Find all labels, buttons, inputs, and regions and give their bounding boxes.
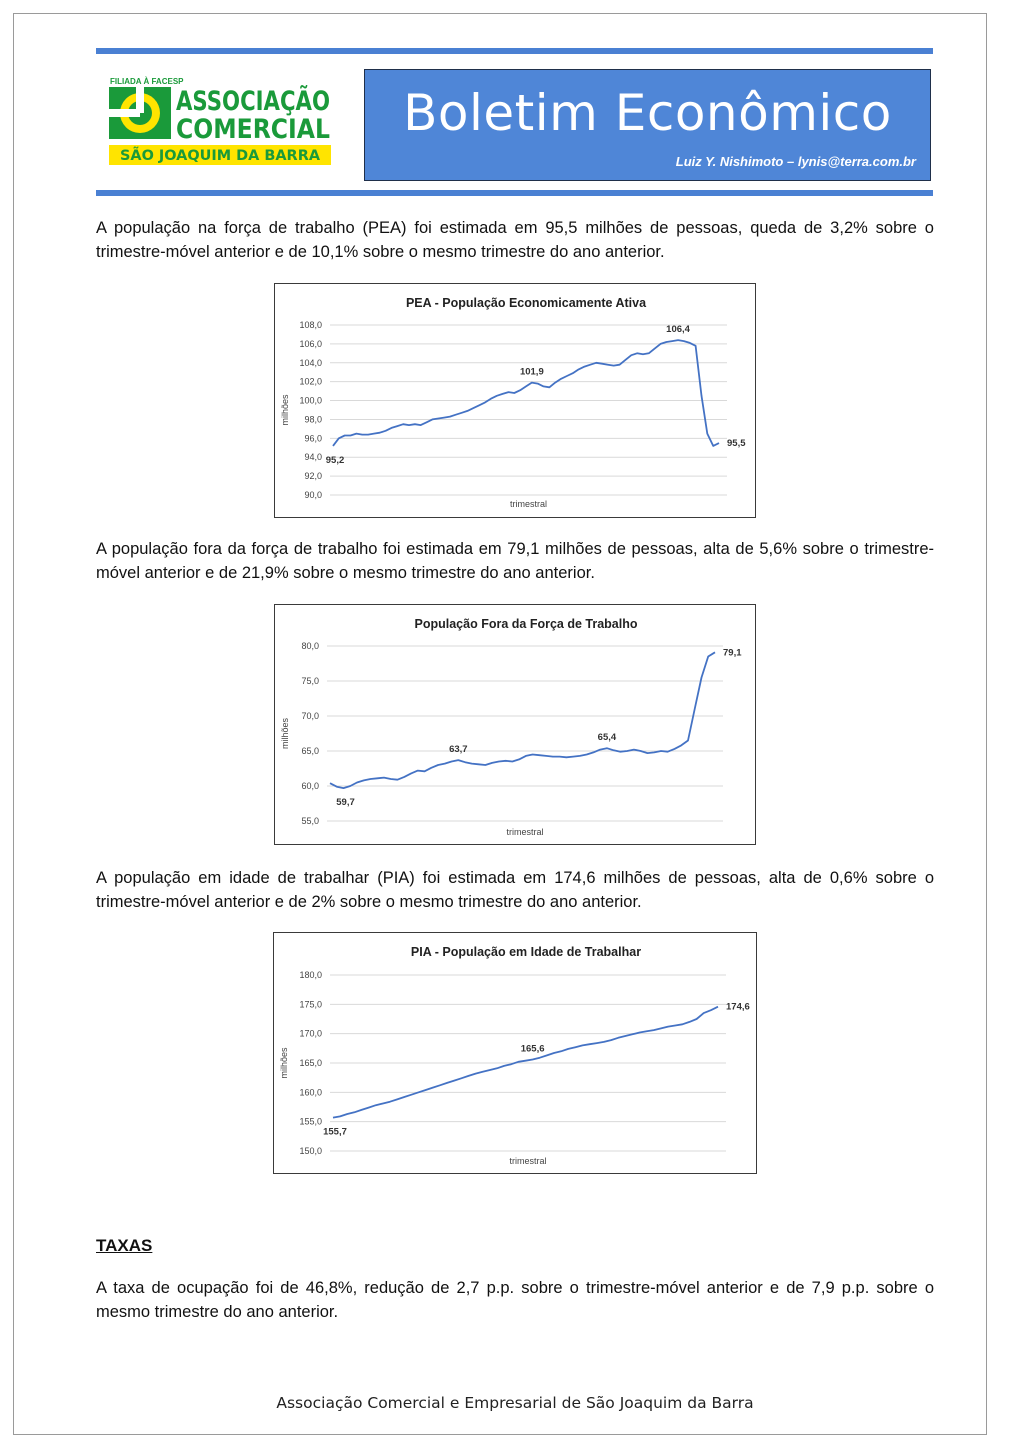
logo-line1: ASSOCIAÇÃO xyxy=(176,86,372,117)
data-label: 95,5 xyxy=(727,438,746,450)
series-line xyxy=(333,1007,718,1118)
logo xyxy=(106,74,372,168)
series-line xyxy=(333,340,719,446)
data-label: 65,4 xyxy=(597,732,617,744)
y-tick-label: 100,0 xyxy=(299,395,322,406)
x-axis-label: trimestral xyxy=(509,499,548,509)
data-label: 101,9 xyxy=(519,366,544,378)
paragraph-fora: A população fora da força de trabalho foi estimada em 79,1 milhões de pessoas, alta de 5,6% sobre o trimestre-móvel anterior e de 21,9% sobre o mesmo trimestre do ano anterior. xyxy=(96,540,934,582)
chart-pea-svg xyxy=(275,284,757,519)
data-label: 79,1 xyxy=(723,647,742,659)
y-tick-label: 96,0 xyxy=(304,433,322,444)
y-tick-label: 98,0 xyxy=(304,414,322,425)
y-tick-label: 102,0 xyxy=(299,376,322,387)
logo-graphic xyxy=(106,74,372,168)
chart-title: PEA - População Economicamente Ativa xyxy=(405,296,647,310)
y-tick-label: 65,0 xyxy=(301,746,319,756)
chart-fora-svg xyxy=(275,605,757,846)
data-label: 59,7 xyxy=(336,797,355,809)
x-axis-label: trimestral xyxy=(506,827,544,837)
section-heading-taxas: TAXAS xyxy=(96,1236,153,1255)
x-axis-label: trimestral xyxy=(509,1156,547,1166)
y-tick-label: 106,0 xyxy=(299,338,322,349)
data-label: 106,4 xyxy=(666,324,690,336)
y-tick-label: 160,0 xyxy=(299,1087,322,1098)
data-label: 63,7 xyxy=(449,744,468,756)
header-bottom-rule xyxy=(96,190,933,196)
header-top-rule xyxy=(96,48,933,54)
logo-line2: COMERCIAL xyxy=(176,114,330,145)
y-tick-label: 175,0 xyxy=(299,999,322,1010)
paragraph-pea: A população na força de trabalho (PEA) foi estimada em 95,5 milhões de pessoas, queda de 3,2% sobre o trimestre-móvel anterior e de 10,1% sobre o mesmo trimestre do ano anterior. xyxy=(96,219,934,261)
footer: Associação Comercial e Empresarial de São Joaquim da Barra xyxy=(276,1394,754,1412)
y-tick-label: 70,0 xyxy=(301,711,319,721)
paragraph-pia: A população em idade de trabalhar (PIA) foi estimada em 174,6 milhões de pessoas, alta de 0,6% sobre o trimestre-móvel anterior e de 2% sobre o mesmo trimestre do ano anterior. xyxy=(96,869,934,911)
data-label: 95,2 xyxy=(325,454,345,466)
data-label: 174,6 xyxy=(726,1001,750,1013)
data-label: 155,7 xyxy=(323,1126,347,1138)
data-label: 165,6 xyxy=(520,1043,545,1055)
y-tick-label: 104,0 xyxy=(299,357,322,368)
y-tick-label: 92,0 xyxy=(304,471,322,482)
y-tick-label: 80,0 xyxy=(301,641,319,651)
header-banner xyxy=(364,69,931,181)
y-tick-label: 94,0 xyxy=(304,452,322,463)
y-tick-label: 75,0 xyxy=(301,676,319,686)
page-title: Boletim Econômico xyxy=(403,84,892,142)
y-tick-label: 150,0 xyxy=(299,1146,322,1156)
chart-pia xyxy=(273,932,757,1174)
y-tick-label: 108,0 xyxy=(299,320,322,330)
chart-title: PIA - População em Idade de Trabalhar xyxy=(410,945,642,959)
y-axis-label: milhões xyxy=(279,1047,289,1079)
chart-title: População Fora da Força de Trabalho xyxy=(414,617,638,631)
y-axis-label: milhões xyxy=(280,717,290,750)
y-tick-label: 55,0 xyxy=(301,816,319,826)
y-tick-label: 90,0 xyxy=(304,490,322,500)
chart-pia-svg xyxy=(274,933,758,1175)
author-line: Luiz Y. Nishimoto – lynis@terra.com.br xyxy=(675,154,916,169)
y-axis-label: milhões xyxy=(280,394,290,426)
logo-tagline: FILIADA À FACESP xyxy=(110,77,184,86)
chart-fora xyxy=(274,604,756,845)
y-tick-label: 60,0 xyxy=(301,781,319,791)
logo-line3: SÃO JOAQUIM DA BARRA xyxy=(120,148,314,164)
series-line xyxy=(330,652,715,788)
y-tick-label: 170,0 xyxy=(299,1028,322,1039)
chart-pea xyxy=(274,283,756,518)
paragraph-taxa: A taxa de ocupação foi de 46,8%, redução de 2,7 p.p. sobre o trimestre-móvel anterior e de 7,9 p.p. sobre o mesmo trimestre do ano anterior. xyxy=(96,1279,934,1321)
y-tick-label: 180,0 xyxy=(299,970,322,980)
y-tick-label: 165,0 xyxy=(299,1058,322,1068)
y-tick-label: 155,0 xyxy=(299,1116,322,1127)
